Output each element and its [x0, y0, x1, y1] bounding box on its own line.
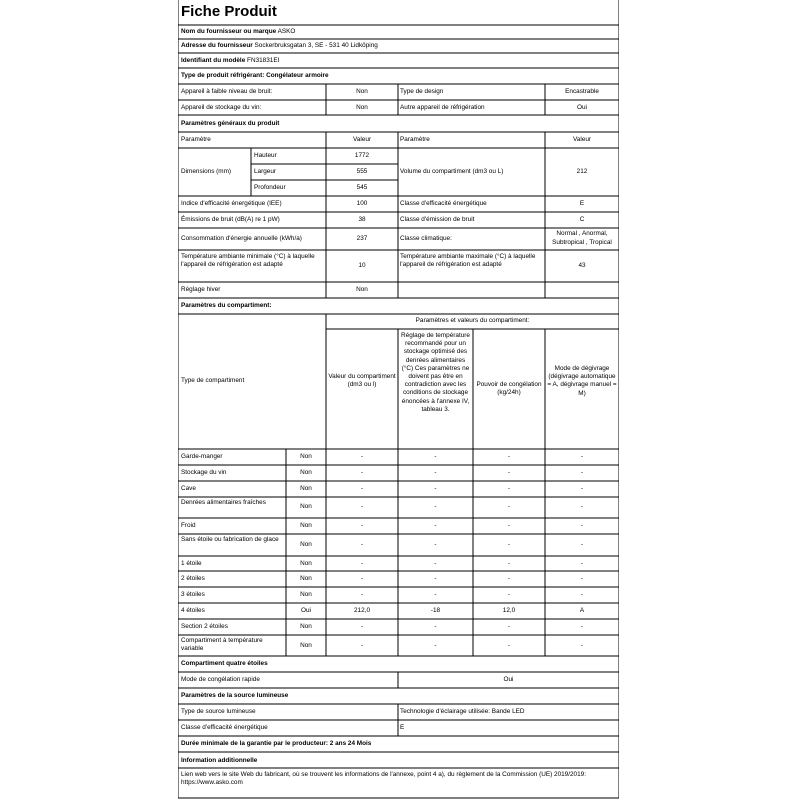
volume-label: Volume du compartiment (dm3 ou L): [400, 168, 504, 175]
compartment-defrost: -: [580, 642, 584, 649]
col-freezing-header: Pouvoir de congélation (kg/24h): [476, 381, 542, 397]
design-type-value: Encastrable: [565, 88, 599, 95]
compartment-name: Stockage du vin: [181, 469, 227, 476]
compartment-present: Non: [300, 575, 312, 582]
width-label: Largeur: [254, 168, 277, 175]
compartment-freezing: -: [507, 485, 511, 492]
warranty: Durée minimale de la garantie par le producteur: 2 ans 24 Mois: [181, 740, 372, 747]
compartment-name: 1 étoile: [181, 560, 202, 567]
compartment-freezing: -: [507, 522, 511, 529]
quick-freeze-label: Mode de congélation rapide: [181, 676, 260, 683]
model-identifier-value: FN31831EI: [247, 57, 280, 64]
compartment-present: Non: [300, 591, 312, 598]
max-temp-value: 43: [578, 262, 586, 269]
wine-storage-label: Appareil de stockage du vin:: [181, 104, 262, 111]
low-noise-label: Appareil à faible niveau de bruit:: [181, 88, 273, 95]
min-temp-label: Température ambiante minimale (°C) à laquelle l'appareil de réfrigération est adapté: [181, 253, 315, 269]
compartment-temp: -: [434, 642, 437, 649]
col-temp-header: Réglage de température recommandé pour un stockage optimisé des denrées alimentaires (°C) Ces paramètres ne doivent pas être en contradiction avec les conditions de stockage énoncées à l'annexe IV, tableau 3.: [401, 332, 470, 413]
light-efficiency-label: Classe d'efficacité énergétique: [181, 724, 268, 731]
supplier-address-value: Sockerbruksgatan 3, SE - 531 40 Lidköping: [254, 42, 378, 49]
compartment-temp: -: [434, 453, 437, 460]
compartment-freezing: -: [507, 591, 511, 598]
height-label: Hauteur: [254, 152, 277, 159]
compartment-freezing: 12,0: [502, 607, 516, 614]
compartment-temp: -18: [430, 607, 441, 614]
info-heading: Information additionnelle: [181, 757, 258, 764]
compartment-defrost: -: [580, 591, 584, 598]
four-star-heading: Compartiment quatre étoiles: [181, 660, 268, 667]
eei-value: 100: [356, 200, 368, 207]
supplier-address-label: Adresse du fournisseur: [181, 42, 253, 49]
compartment-temp: -: [434, 485, 437, 492]
compartment-name: Cave: [181, 485, 196, 492]
col-param-right: Paramètre: [400, 136, 430, 143]
supplier-name-label: Nom du fournisseur ou marque: [181, 28, 277, 35]
compartment-volume: -: [360, 575, 364, 582]
compartment-present: Non: [300, 485, 312, 492]
compartment-volume: -: [360, 522, 364, 529]
dimensions-label: Dimensions (mm): [181, 168, 232, 175]
noise-class-value: C: [579, 216, 585, 223]
noise-value: 38: [358, 216, 366, 223]
low-noise-value: Non: [356, 88, 368, 95]
compartment-temp: -: [434, 522, 437, 529]
noise-label: Émissions de bruit (dB(A) re 1 pW): [181, 216, 280, 223]
model-identifier: [181, 57, 279, 65]
winter-value: Non: [356, 286, 368, 293]
compartment-defrost: -: [580, 560, 584, 567]
compartment-freezing: -: [507, 560, 511, 567]
light-source-type-value: Technologie d'éclairage utilisée: Bande LED: [400, 708, 525, 715]
compartment-volume: -: [360, 591, 364, 598]
compartment-defrost: -: [580, 453, 584, 460]
other-appliance-label: Autre appareil de réfrigération: [400, 104, 485, 111]
compartment-volume: -: [360, 541, 364, 548]
compartment-volume: -: [360, 469, 364, 476]
compartment-temp: -: [434, 575, 437, 582]
compartment-freezing: -: [507, 469, 511, 476]
min-temp-value: 10: [358, 262, 366, 269]
compartment-name: Sans étoile ou fabrication de glace: [181, 536, 279, 543]
compartment-name: Froid: [181, 522, 196, 529]
winter-label: Réglage hiver: [181, 286, 221, 293]
supplier-name: [181, 28, 295, 36]
compartment-present: Oui: [301, 607, 311, 614]
light-heading: Paramètres de la source lumineuse: [181, 692, 289, 699]
energy-class-label: Classe d'efficacité énergétique: [400, 200, 487, 207]
compartment-freezing: -: [507, 623, 511, 630]
compartment-temp: -: [434, 623, 437, 630]
width-value: 555: [356, 168, 368, 175]
compartment-name: 2 étoiles: [181, 575, 205, 582]
compartment-name: Garde-manger: [181, 453, 223, 460]
compartment-type-header: Type de compartiment: [181, 377, 245, 384]
compartment-freezing: -: [507, 541, 511, 548]
climate-label: Classe climatique:: [400, 235, 452, 242]
compartment-temp: -: [434, 560, 437, 567]
compartment-volume: 212,0: [354, 607, 370, 614]
product-sheet: [178, 0, 619, 800]
compartment-freezing: -: [507, 575, 511, 582]
product-type: Type de produit réfrigérant: Congélateur armoire: [181, 72, 329, 79]
compartment-defrost: -: [580, 522, 584, 529]
compartment-name: 3 étoiles: [181, 591, 205, 598]
model-identifier-label: Identifiant du modèle: [181, 57, 246, 64]
compartment-present: Non: [300, 642, 312, 649]
depth-value: 545: [356, 184, 368, 191]
compartment-present: Non: [300, 453, 312, 460]
compartment-present: Non: [300, 541, 312, 548]
compartment-defrost: -: [580, 503, 584, 510]
energy-class-value: E: [579, 200, 585, 207]
compartment-defrost: A: [579, 607, 585, 614]
compartment-defrost: -: [580, 485, 584, 492]
compartment-defrost: -: [580, 623, 584, 630]
wine-storage-value: Non: [356, 104, 368, 111]
noise-class-label: Classe d'émission de bruit: [400, 216, 475, 223]
col-param-left: Paramètre: [181, 136, 211, 143]
compartment-defrost: -: [580, 541, 584, 548]
quick-freeze-value: Oui: [503, 676, 514, 683]
page-title: Fiche Produit: [181, 3, 277, 20]
compartments-heading: Paramètres du compartiment:: [181, 302, 272, 309]
volume-value: 212: [576, 168, 588, 175]
compartment-temp: -: [434, 503, 437, 510]
climate-value-1: Normal , Anormal,: [556, 230, 608, 237]
compartments-group-header: Paramètres et valeurs du compartiment:: [415, 317, 530, 324]
compartment-present: Non: [300, 469, 312, 476]
depth-label: Profondeur: [254, 184, 286, 191]
supplier-name-value: ASKO: [277, 28, 296, 35]
info-text: Lien web vers le site Web du fabricant, où se trouvent les informations de l'annexe, point 4 a), du règlement de la Commission (UE) 2019/2019: https://www.asko.com: [181, 771, 586, 787]
compartment-present: Non: [300, 560, 312, 567]
col-volume-header: Valeur du compartiment (dm3 ou l): [328, 373, 396, 389]
light-source-type-label: Type de source lumineuse: [181, 708, 256, 715]
compartment-volume: -: [360, 503, 364, 510]
compartment-present: Non: [300, 503, 312, 510]
compartment-freezing: -: [507, 642, 511, 649]
general-heading: Paramètres généraux du produit: [181, 120, 280, 127]
max-temp-label: Température ambiante maximale (°C) à laquelle l'appareil de réfrigération est adapté: [400, 253, 536, 269]
height-value: 1772: [354, 152, 370, 159]
compartment-temp: -: [434, 591, 437, 598]
compartment-defrost: -: [580, 469, 584, 476]
consumption-label: Consommation d'énergie annuelle (kWh/a): [181, 235, 302, 242]
compartment-volume: -: [360, 453, 364, 460]
design-type-label: Type de design: [400, 88, 444, 95]
compartment-freezing: -: [507, 453, 511, 460]
compartment-present: Non: [300, 623, 312, 630]
compartment-volume: -: [360, 642, 364, 649]
compartment-name: Denrées alimentaires fraîches: [181, 499, 266, 506]
compartment-volume: -: [360, 485, 364, 492]
col-value-right: Valeur: [573, 136, 591, 143]
compartment-present: Non: [300, 522, 312, 529]
compartment-temp: -: [434, 469, 437, 476]
compartment-defrost: -: [580, 575, 584, 582]
consumption-value: 237: [356, 235, 368, 242]
other-appliance-value: Oui: [577, 104, 587, 111]
compartment-name: Section 2 étoiles: [181, 623, 228, 630]
climate-value-2: Subtropical , Tropical: [552, 239, 612, 246]
compartment-temp: -: [434, 541, 437, 548]
compartment-volume: -: [360, 560, 364, 567]
light-efficiency-value: E: [400, 724, 405, 731]
compartment-freezing: -: [507, 503, 511, 510]
compartment-name: 4 étoiles: [181, 607, 205, 614]
col-value-left: Valeur: [353, 136, 371, 143]
compartment-volume: -: [360, 623, 364, 630]
supplier-address: [181, 42, 378, 50]
col-defrost-header: Mode de dégivrage (dégivrage automatique = A, dégivrage manuel = M): [547, 365, 617, 397]
compartment-name: Compartiment à température variable: [181, 637, 263, 653]
eei-label: Indice d'efficacité énergétique (IEE): [181, 200, 282, 207]
